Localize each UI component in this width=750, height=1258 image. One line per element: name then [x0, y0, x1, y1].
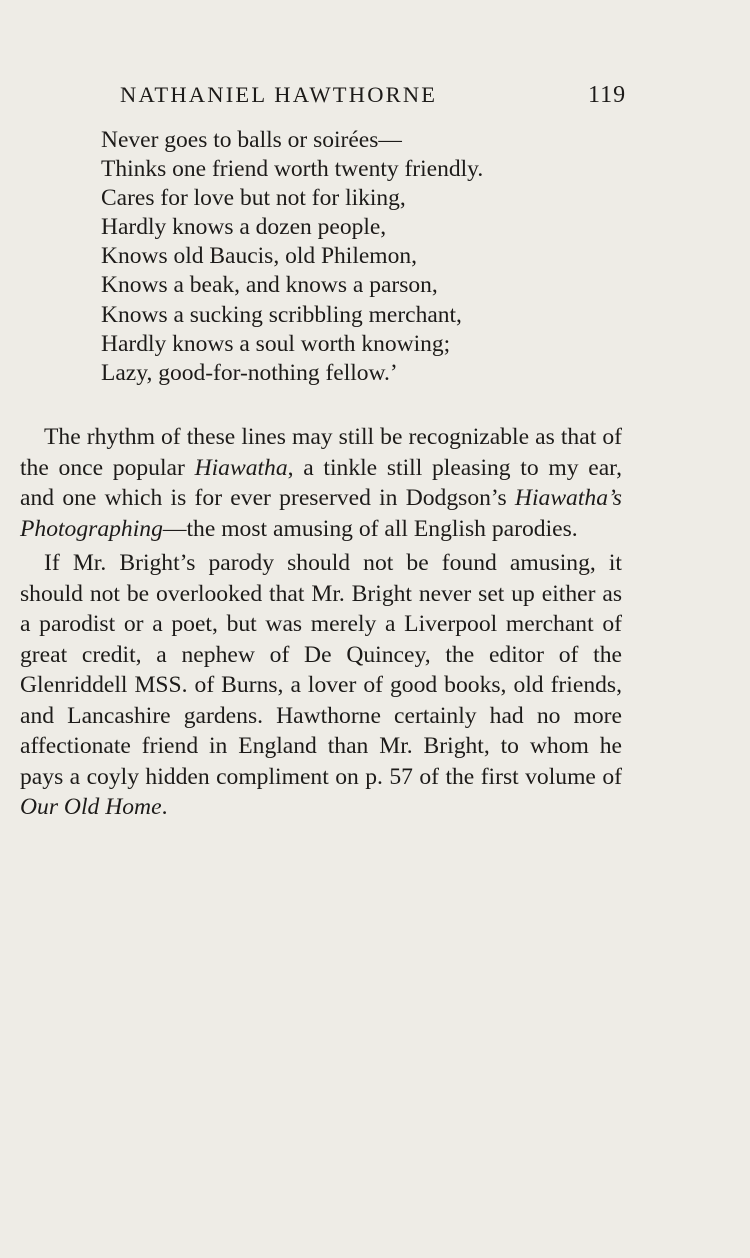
verse-line: Knows a sucking scribbling merchant, — [101, 301, 462, 328]
verse-line: Thinks one friend worth twenty friendly. — [101, 156, 484, 183]
verse-line: Knows a beak, and knows a parson, — [101, 272, 438, 299]
title-hiawathas-photographing: Hiawatha’s Photographing — [20, 485, 622, 542]
paragraph-text: —the most amusing of all English parodies. — [162, 515, 578, 542]
verse-line: Hardly knows a dozen people, — [101, 214, 387, 241]
title-hiawatha: Hiawatha — [194, 454, 288, 481]
paragraph-text: . — [161, 794, 168, 820]
verse-line: Hardly knows a soul worth knowing; — [101, 330, 451, 357]
paragraph-rhythm — [20, 422, 622, 544]
page-number: 119 — [588, 82, 627, 108]
verse-line: Knows old Baucis, old Philemon, — [101, 243, 417, 270]
paragraph-text: The rhythm of these lines may still be recognizable as that of the once popular — [20, 424, 622, 481]
title-our-old-home: Our Old Home — [20, 794, 162, 820]
paragraph-bright — [20, 548, 622, 823]
verse-line: Lazy, good-for-nothing fellow.’ — [101, 359, 398, 386]
paragraph-text: , a tinkle still pleasing to my ear, and one which is for ever preserved in Dodgson’s — [20, 454, 622, 511]
prose-block — [20, 422, 622, 823]
verse-block — [101, 126, 661, 388]
paragraph-text: If Mr. Bright’s parody should not be found amusing, it should not be overlooked that Mr. Bright never set up either as a parodist or a poet, but was merely a Liverpool merchant of great credit, a nephew of De Quincey, the editor of the Glenriddell MSS. of Burns, a lover of good books, old friends, and Lancashire gardens. Hawthorne certainly had no more affectionate friend in England than Mr. Bright, to whom he pays a coyly hidden compliment on p. 57 of the first volume of — [20, 550, 622, 790]
running-title: NATHANIEL HAWTHORNE — [120, 82, 438, 107]
verse-line: Cares for love but not for liking, — [101, 185, 406, 212]
verse-line: Never goes to balls or soirées— — [101, 127, 402, 153]
